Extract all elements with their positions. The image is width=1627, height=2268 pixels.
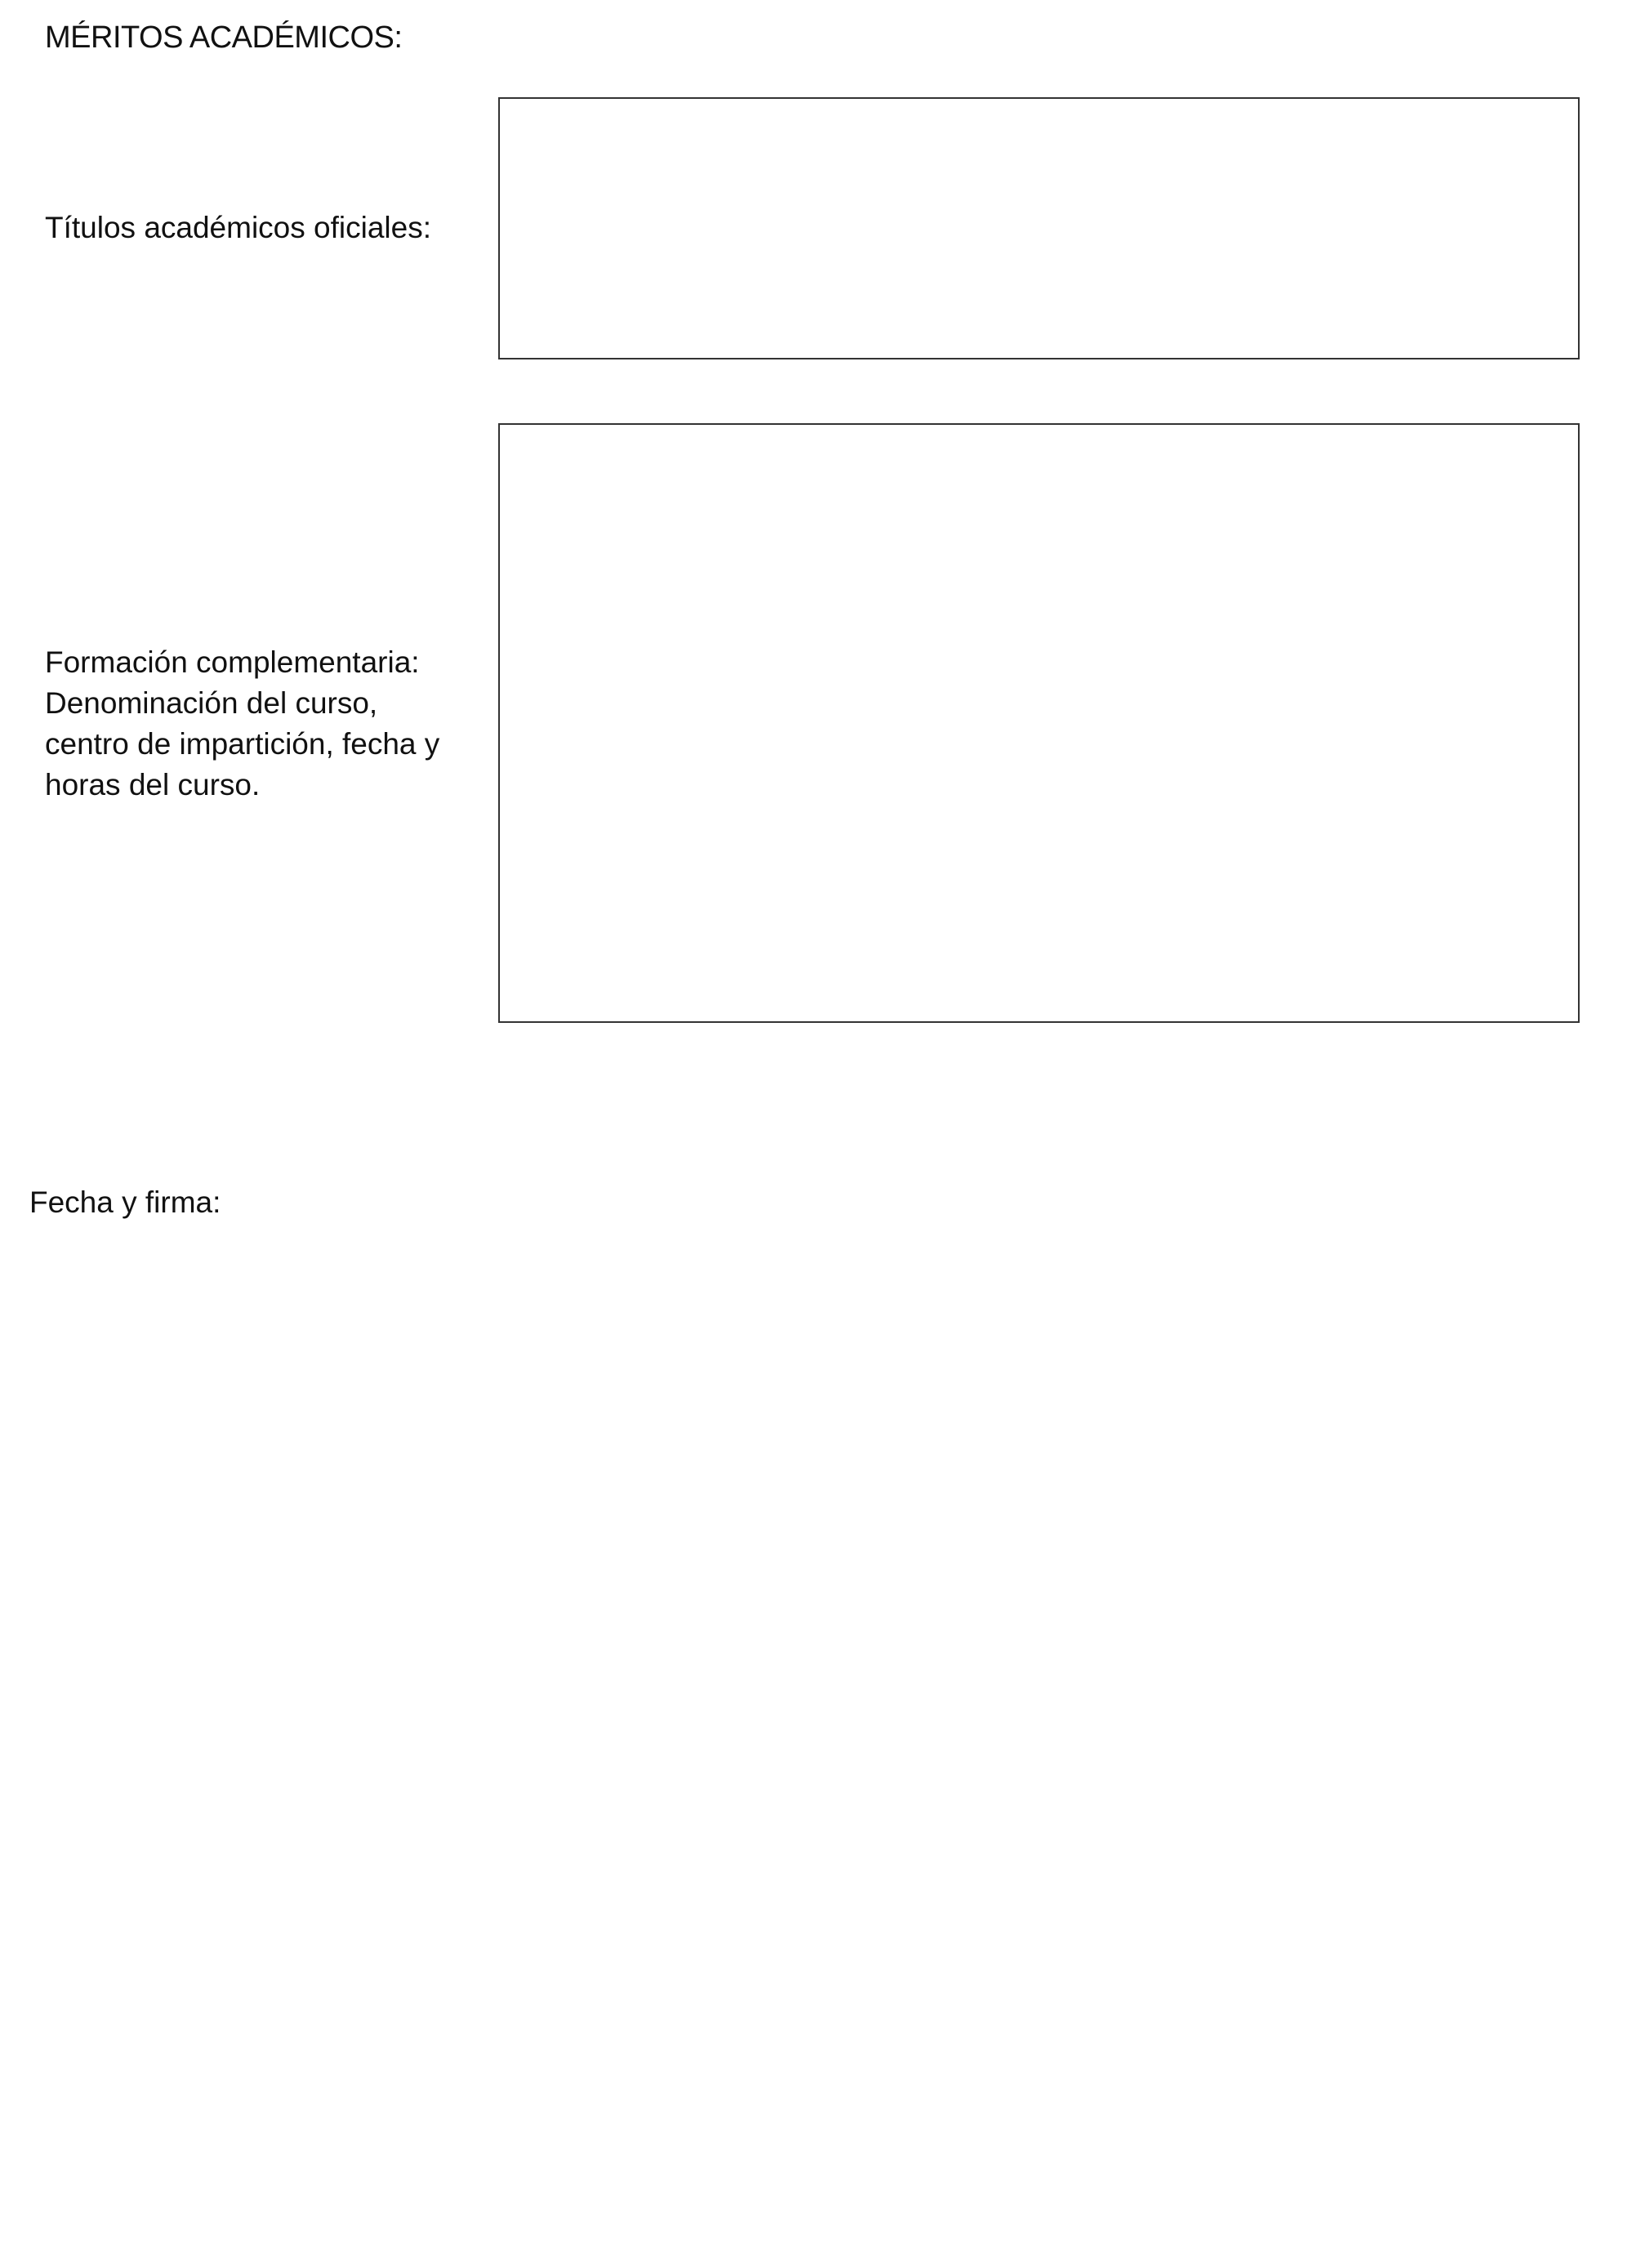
formacion-label-line: Denominación del curso, bbox=[45, 686, 378, 720]
signature-label: Fecha y firma: bbox=[29, 1185, 221, 1219]
formacion-label bbox=[45, 642, 486, 806]
formacion-label-line: Formación complementaria: bbox=[45, 645, 420, 679]
formacion-field[interactable] bbox=[498, 423, 1580, 1023]
formacion-label-line: horas del curso. bbox=[45, 768, 261, 801]
section-title: MÉRITOS ACADÉMICOS: bbox=[45, 20, 403, 55]
titulos-field[interactable] bbox=[498, 97, 1580, 359]
formacion-label-line: centro de impartición, fecha y bbox=[45, 727, 440, 761]
titulos-label: Títulos académicos oficiales: bbox=[45, 211, 431, 244]
